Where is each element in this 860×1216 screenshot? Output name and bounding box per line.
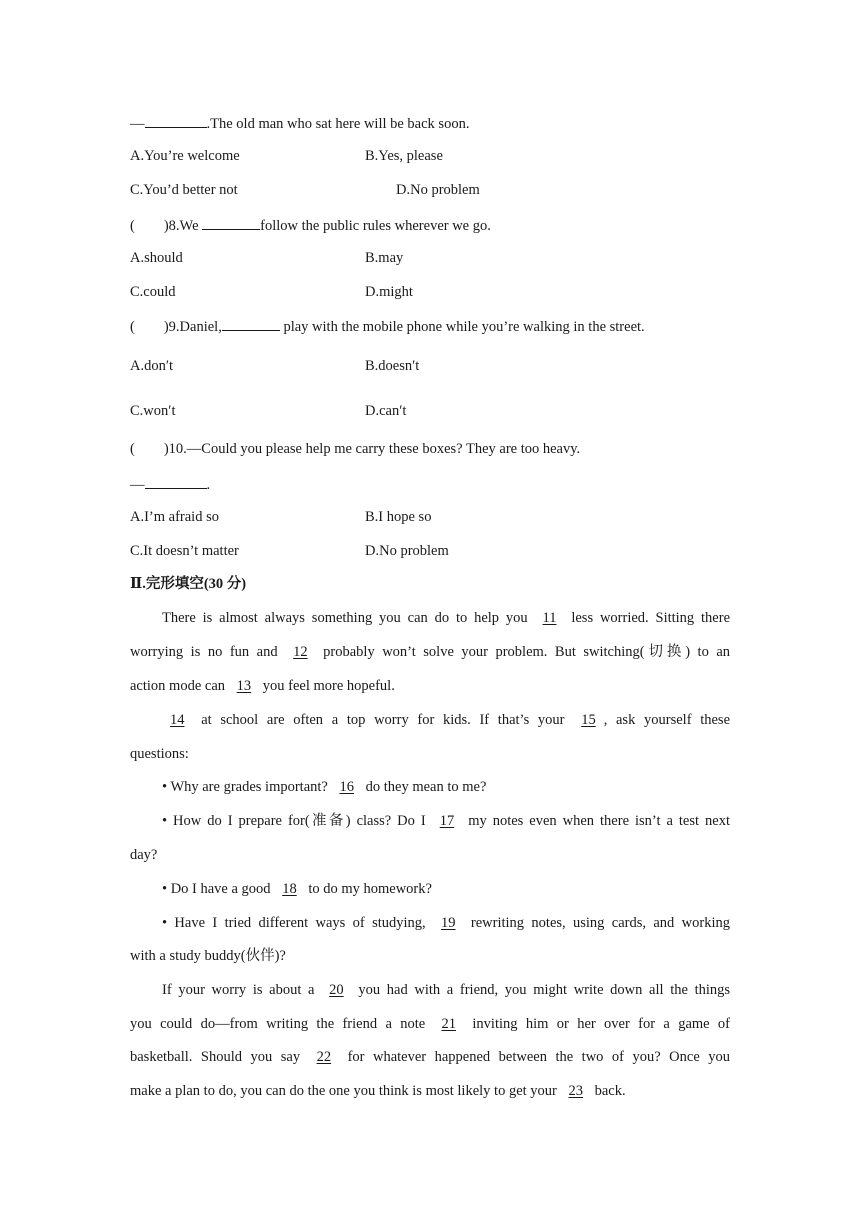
q8-option-d: D.might	[365, 284, 413, 300]
passage-line	[130, 677, 395, 695]
q8-text: follow the public rules wherever we go.	[260, 218, 491, 234]
q8-stem	[130, 215, 491, 235]
period: .	[206, 477, 211, 493]
answer-blank	[145, 474, 207, 489]
q7-option-a: A.You’re welcome	[130, 148, 240, 164]
passage-text: • How do I prepare for(准备) class? Do I	[162, 813, 426, 829]
answer-blank	[145, 113, 207, 128]
passage-text: probably won’t solve your problem. But switching(切换) to an	[323, 644, 731, 660]
q10-stem	[130, 440, 580, 458]
passage-text: rewriting notes, using cards, and working	[470, 915, 730, 931]
blank-23: 23	[568, 1083, 583, 1099]
paren-open: (	[130, 218, 135, 234]
paren-open: (	[130, 441, 135, 457]
bullet-item	[162, 778, 486, 796]
blank-22: 22	[316, 1049, 332, 1065]
blank-12: 12	[293, 644, 308, 660]
passage-text: • Why are grades important?	[162, 779, 328, 795]
q8-number: )8.We	[163, 218, 199, 234]
q7-option-c: C.You’d better not	[130, 182, 238, 198]
passage-text: do they mean to me?	[365, 779, 487, 795]
blank-20: 20	[329, 982, 344, 998]
blank-17: 17	[439, 813, 455, 829]
passage-text: for whatever happened between the two of you? Once you	[347, 1049, 731, 1065]
q8-option-c: C.could	[130, 284, 176, 300]
q7-prompt-text: .The old man who sat here will be back soon.	[206, 116, 470, 132]
blank-18: 18	[282, 881, 297, 897]
q8-option-b: B.may	[365, 250, 404, 266]
blank-16: 16	[339, 779, 354, 795]
passage-line: with a study buddy(伙伴)?	[130, 948, 286, 964]
passage-text: make a plan to do, you can do the one you think is most likely to get your	[130, 1083, 557, 1099]
passage-text: my notes even when there isn’t a test next	[468, 813, 730, 829]
passage-text: action mode can	[130, 678, 226, 694]
passage-text: If your worry is about a	[162, 982, 315, 998]
blank-13: 13	[236, 678, 252, 694]
q9-option-c: C.won′t	[130, 403, 176, 419]
passage-line	[162, 609, 730, 627]
passage-text: , ask yourself these	[603, 712, 731, 728]
passage-line	[130, 1015, 730, 1033]
passage-text: you had with a friend, you might write down all the things	[358, 982, 731, 998]
passage-line	[162, 981, 730, 999]
q7-option-d: D.No problem	[396, 182, 480, 198]
q8-option-a: A.should	[130, 250, 183, 266]
q9-option-b: B.doesn′t	[365, 358, 420, 374]
passage-text: at school are often a top worry for kids. If that’s your	[201, 712, 565, 728]
dash: —	[130, 477, 145, 493]
passage-line	[130, 1082, 626, 1100]
passage-text: • Do I have a good	[162, 881, 271, 897]
q10-option-b: B.I hope so	[365, 509, 432, 525]
q10-option-d: D.No problem	[365, 543, 449, 559]
passage-line	[130, 643, 730, 661]
answer-blank	[202, 215, 260, 230]
q10-option-c: C.It doesn’t matter	[130, 543, 239, 559]
bullet-item	[162, 914, 730, 932]
section-heading: Ⅱ.完形填空(30 分)	[130, 576, 247, 592]
passage-line: day?	[130, 847, 158, 863]
blank-11: 11	[542, 610, 557, 626]
passage-text: inviting him or her over for a game of	[472, 1016, 731, 1032]
bullet-item	[162, 812, 730, 830]
answer-blank	[222, 316, 280, 331]
passage-line	[130, 1048, 730, 1066]
q9-number: )9.Daniel,	[163, 319, 222, 335]
blank-21: 21	[441, 1016, 457, 1032]
q7-answer-line	[130, 113, 469, 133]
blank-14: 14	[170, 712, 185, 728]
q7-option-b: B.Yes, please	[365, 148, 443, 164]
dash: —	[130, 116, 145, 132]
blank-15: 15	[581, 712, 596, 728]
passage-text: basketball. Should you say	[130, 1049, 301, 1065]
passage-text: There is almost always something you can do to help you	[162, 610, 528, 626]
passage-text: worrying is no fun and	[130, 644, 278, 660]
bullet-item	[162, 880, 432, 898]
passage-text: • Have I tried different ways of studying,	[162, 915, 426, 931]
passage-text: you could do—from writing the friend a note	[130, 1016, 426, 1032]
paren-open: (	[130, 319, 135, 335]
passage-text: less worried. Sitting there	[571, 610, 731, 626]
q9-text: play with the mobile phone while you’re walking in the street.	[283, 319, 645, 335]
q10-text: )10.—Could you please help me carry these boxes? They are too heavy.	[163, 441, 581, 457]
passage-line	[162, 711, 730, 729]
q9-stem	[130, 316, 645, 336]
passage-text: you feel more hopeful.	[262, 678, 395, 694]
passage-text: to do my homework?	[308, 881, 432, 897]
passage-line: questions:	[130, 746, 189, 762]
q10-option-a: A.I’m afraid so	[130, 509, 219, 525]
passage-text: back.	[594, 1083, 626, 1099]
q9-option-d: D.can′t	[365, 403, 407, 419]
blank-19: 19	[441, 915, 456, 931]
q10-answer-line	[130, 474, 210, 494]
q9-option-a: A.don′t	[130, 358, 174, 374]
